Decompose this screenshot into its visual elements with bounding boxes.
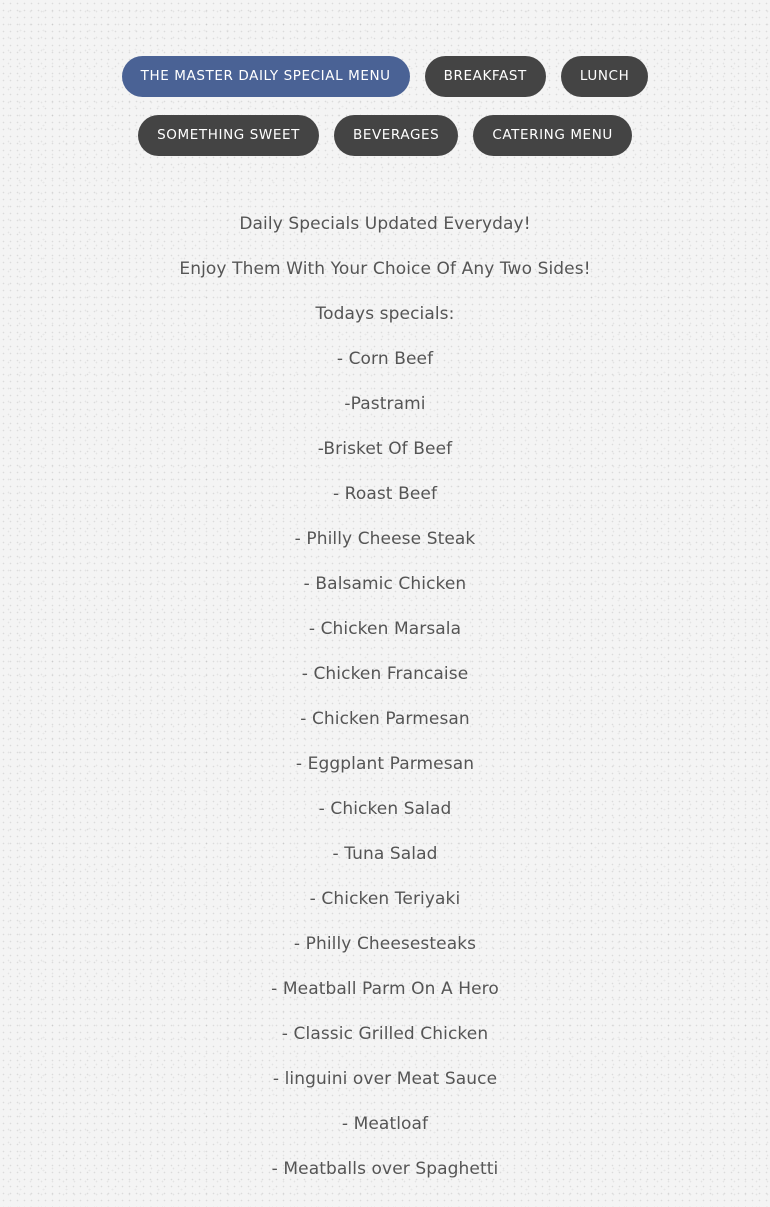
tab-something-sweet[interactable]: SOMETHING SWEET: [138, 115, 319, 156]
menu-tabs-row-2: [0, 115, 770, 156]
special-item: - Balsamic Chicken: [303, 574, 467, 594]
specials-intro: Daily Specials Updated Everyday!: [239, 214, 531, 234]
special-item: - Chicken Marsala: [308, 619, 462, 639]
special-item: - Corn Beef: [336, 349, 434, 369]
special-item: - Chicken Salad: [318, 799, 452, 819]
special-item: - Eggplant Parmesan: [295, 754, 475, 774]
tab-catering-menu[interactable]: CATERING MENU: [473, 115, 632, 156]
specials-heading: Todays specials:: [315, 304, 455, 324]
special-item: - Tuna Salad: [332, 844, 438, 864]
special-item: - Philly Cheesesteaks: [293, 934, 477, 954]
special-item: - Chicken Francaise: [301, 664, 469, 684]
menu-tabs-row-1: [0, 56, 770, 97]
special-item: - Roast Beef: [332, 484, 438, 504]
special-item: - linguini over Meat Sauce: [272, 1069, 498, 1089]
special-item: - Chicken Parmesan: [300, 709, 470, 729]
tab-lunch[interactable]: LUNCH: [561, 56, 648, 97]
special-item: - Meatball Parm On A Hero: [271, 979, 499, 999]
special-item: -Brisket Of Beef: [317, 439, 453, 459]
special-item: - Philly Cheese Steak: [294, 529, 476, 549]
specials-sides-note: Enjoy Them With Your Choice Of Any Two Sides!: [179, 259, 591, 279]
tab-master-daily-special-menu[interactable]: THE MASTER DAILY SPECIAL MENU: [122, 56, 410, 97]
tab-breakfast[interactable]: BREAKFAST: [425, 56, 546, 97]
special-item: - Chicken Teriyaki: [309, 889, 461, 909]
tab-beverages[interactable]: BEVERAGES: [334, 115, 458, 156]
special-item: -Pastrami: [344, 394, 426, 414]
menu-tabs: [0, 56, 770, 156]
special-item: - Classic Grilled Chicken: [281, 1024, 489, 1044]
specials-content: [0, 211, 770, 1201]
special-item: - Meatballs over Spaghetti: [271, 1159, 499, 1179]
special-item: - Meatloaf: [341, 1114, 429, 1134]
